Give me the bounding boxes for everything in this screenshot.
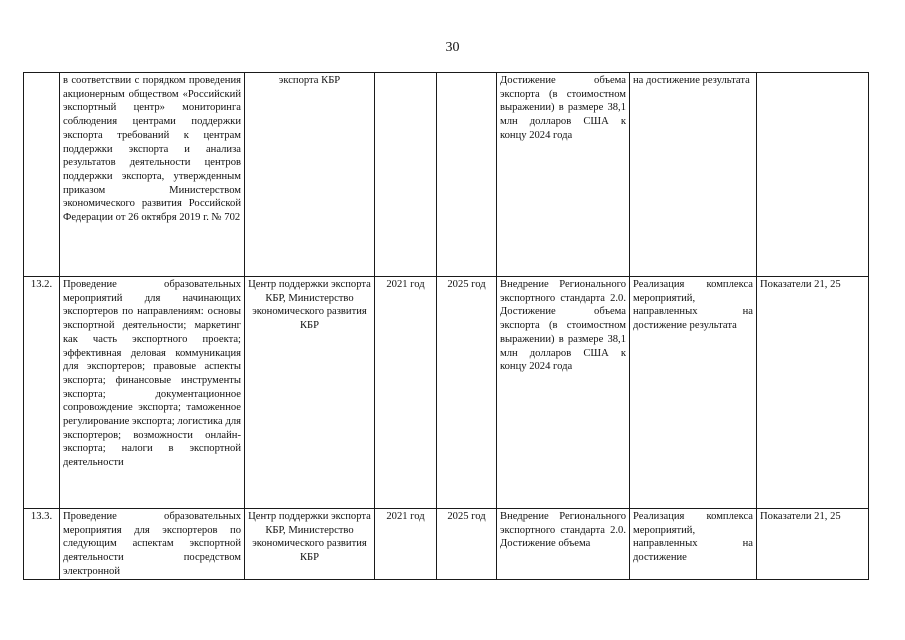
measure-name-cell: Проведение образовательных мероприятия для экспортеров по следующим аспектам экспортной деятельности посредством электронной — [60, 509, 245, 580]
row-number-cell: 13.2. — [24, 277, 60, 509]
indicators-cell: Показатели 21, 25 — [757, 277, 869, 509]
measure-name-cell: в соответствии с порядком проведения акционерным обществом «Российский экспортный центр» мониторинга соблюдения центрами поддержки экспорта требований к центрам поддержки экспорта и анализа результатов деятельности центров поддержки экспорта, утвержденным приказом Министерством экономического развития Российской Федерации от 26 октября 2019 г. № 702 — [60, 73, 245, 277]
result-cell: Внедрение Регионального экспортного стандарта 2.0. Достижение объема экспорта (в стоимостном выражении) в размере 38,1 млн долларов США к концу 2024 года — [497, 277, 630, 509]
link-cell: на достижение результата — [630, 73, 757, 277]
link-cell: Реализация комплекса мероприятий, направленных на достижение результата — [630, 277, 757, 509]
measures-table — [23, 72, 869, 580]
table-row — [24, 509, 869, 580]
start-date-cell: 2021 год — [375, 509, 437, 580]
result-cell: Достижение объема экспорта (в стоимостном выражении) в размере 38,1 млн долларов США к концу 2024 года — [497, 73, 630, 277]
start-date-cell: 2021 год — [375, 277, 437, 509]
measure-name-cell: Проведение образовательных мероприятий для начинающих экспортеров по направлениям: основы экспортной деятельности; маркетинг как часть экспортного проекта; эффективная деловая коммуникация для экспортеров; правовые аспекты экспорта; финансовые инструменты экспорта; документационное сопровождение экспорта; таможенное регулирование экспорта; логистика для экспортеров; возможности онлайн-экспорта; налоги в экспортной деятельности — [60, 277, 245, 509]
row-number-cell — [24, 73, 60, 277]
executor-cell: экспорта КБР — [245, 73, 375, 277]
indicators-cell: Показатели 21, 25 — [757, 509, 869, 580]
end-date-cell: 2025 год — [437, 509, 497, 580]
result-cell: Внедрение Регионального экспортного стандарта 2.0. Достижение объема — [497, 509, 630, 580]
end-date-cell: 2025 год — [437, 277, 497, 509]
link-cell: Реализация комплекса мероприятий, направленных на достижение — [630, 509, 757, 580]
executor-cell: Центр поддержки экспорта КБР, Министерство экономического развития КБР — [245, 277, 375, 509]
table-row — [24, 277, 869, 509]
row-number-cell: 13.3. — [24, 509, 60, 580]
executor-cell: Центр поддержки экспорта КБР, Министерство экономического развития КБР — [245, 509, 375, 580]
table-row — [24, 73, 869, 277]
start-date-cell — [375, 73, 437, 277]
indicators-cell — [757, 73, 869, 277]
end-date-cell — [437, 73, 497, 277]
page-number: 30 — [445, 40, 460, 55]
